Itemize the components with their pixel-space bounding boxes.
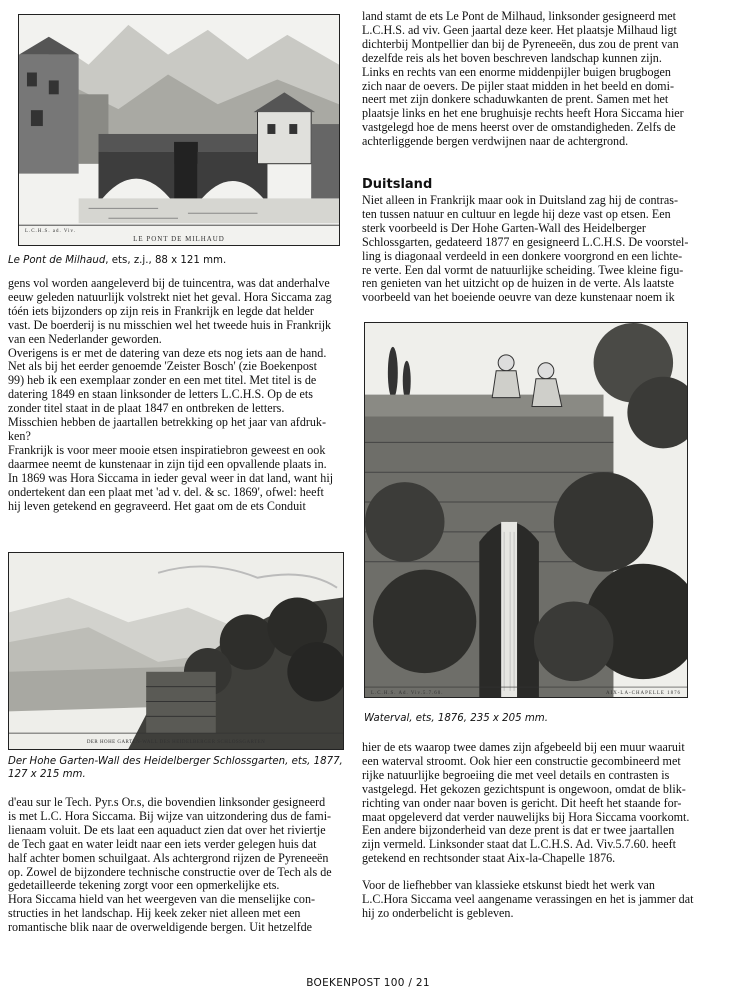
text-line: vastgelegd. Het gekozen gezichtspunt is ongewoon, omdat de blik- bbox=[362, 781, 686, 796]
text-line: op. Zowel de bijzondere technische constructie over de Tech als de bbox=[8, 864, 332, 879]
text-line: de Tech gaat en water leidt naar een iets verder gelegen huis dat bbox=[8, 836, 317, 851]
text-line: ling is diagonaal verdeeld in een donkere voorgrond en een lichte- bbox=[362, 248, 683, 263]
text-line: voorbeeld van het boeiende oeuvre van deze kunstenaar noem ik bbox=[362, 290, 675, 305]
text-line: Voor de liefhebber van klassieke etskunst biedt het werk van bbox=[362, 878, 655, 893]
text-line: L.C.H.S. ad viv. Geen jaartal deze keer. Het plaatsje Milhaud ligt bbox=[362, 22, 677, 37]
text-line: gedetailleerde tekening zorgt voor een opmerkelijke ets. bbox=[8, 878, 280, 893]
text-line: Frankrijk is voor meer mooie etsen inspiratiebron geweest en ook bbox=[8, 442, 326, 457]
text-line: een waterval stroomt. Ook hier een constructie gecombineerd met bbox=[362, 753, 681, 768]
text-line: hier de ets waarop twee dames zijn afgebeeld bij een muur waaruit bbox=[362, 740, 685, 754]
text-line: 99) heb ik een exemplaar zonder en een met titel. Met titel is de bbox=[8, 373, 317, 388]
left-column-text-1 bbox=[8, 277, 346, 513]
etching-waterval bbox=[365, 323, 687, 697]
text-line: vast. De boerderij is nu misschien wel het tweede huis in Frankrijk bbox=[8, 317, 332, 332]
text-line: land stamt de ets Le Pont de Milhaud, linksonder gesigneerd met bbox=[362, 9, 677, 23]
text-line: gens vol worden aangeleverd bij de tuincentra, was dat anderhalve bbox=[8, 276, 330, 290]
text-line: lienaam voluit. De ets laat een aquaduct zien dat over het riviertje bbox=[8, 822, 326, 837]
text-line: zonder titel staat in de plaat 1847 en ontbreken de letters. bbox=[8, 401, 285, 416]
right-column-text-1 bbox=[362, 10, 732, 149]
text-line: is met L.C. Hora Siccama. Bij wijze van uitzondering dus de fami- bbox=[8, 808, 332, 823]
text-line: L.C.Hora Siccama veel aangename verassingen en het is jammer dat bbox=[362, 892, 694, 907]
text-line: eeuw geleden natuurlijk volstrekt niet het geval. Hora Siccama zag bbox=[8, 289, 332, 304]
text-line: rijke natuurlijke begroeiing die met veel details en contrasten is bbox=[362, 767, 670, 782]
text-line: sterk voorbeeld is Der Hohe Garten-Wall des Heidelberger bbox=[362, 220, 646, 235]
text-line: getekend en rechtsonder staat Aix-la-Chapelle 1876. bbox=[362, 851, 616, 866]
text-line: In 1869 was Hora Siccama in ieder geval weer in dat land, want hij bbox=[8, 470, 334, 485]
page-footer: BOEKENPOST 100 / 21 bbox=[306, 977, 430, 989]
text-line: Links en rechts van een enorme middenpijler buigen brugbogen bbox=[362, 64, 671, 79]
figure-hohe-garten-wall bbox=[8, 552, 344, 750]
caption-pont-title: Le Pont de Milhaud bbox=[8, 255, 106, 266]
etching-pont-de-milhaud bbox=[19, 15, 339, 245]
text-line: half achter bomen schuilgaat. Als achtergrond rijzen de Pyreneeën bbox=[8, 850, 329, 865]
etching-hohe-garten-wall bbox=[9, 553, 343, 749]
text-line: plaatsje links en het ene brughuisje rechts heeft Hora Siccama hier bbox=[362, 106, 684, 121]
text-line: ken? bbox=[8, 428, 31, 443]
plate-title-garten: DER HOHE GARTEN-WALL DES HEIDELBERGER SCHLOSSGARTEN bbox=[86, 740, 266, 746]
caption-pont-details: , ets, z.j., 88 x 121 mm. bbox=[105, 255, 227, 266]
text-line: Schlossgarten, gedateerd 1877 en gesigneerd L.C.H.S. De voorstel- bbox=[362, 234, 689, 249]
plate-signature-waterval-left: L.C.H.S. Ad. Viv.5.7.60. bbox=[370, 691, 444, 697]
text-line: re verte. Een dal vormt de natuurlijke scheiding. Twee kleine figu- bbox=[362, 262, 684, 277]
text-line: ren genieten van het uitzicht op de huizen in de verte. Als laatste bbox=[362, 276, 674, 291]
text-line: ten tussen natuur en cultuur en legde hij deze vast op etsen. Een bbox=[362, 206, 671, 221]
text-line: Net als bij het eerder genoemde 'Zeister Bosch' (zie Boekenpost bbox=[8, 359, 317, 374]
text-line: zich naar de oevers. De pijler staat midden in het beeld en domi- bbox=[362, 78, 674, 93]
text-line: maat opgeleverd dat verder nauwelijks bij Hora Siccama voorkomt. bbox=[362, 809, 690, 824]
plate-signature-pont: L.C.H.S. ad. Viv. bbox=[24, 229, 76, 235]
plate-signature-waterval-right: AIX-LA-CHAPELLE 1876 bbox=[606, 691, 682, 697]
caption-pont-de-milhaud bbox=[8, 254, 338, 267]
text-line: Een andere bijzonderheid van deze prent is dat er twee jaartallen bbox=[362, 823, 675, 838]
text-line: achterliggende bergen verdwijnen naar de achtergrond. bbox=[362, 134, 629, 149]
text-line: datering 1849 en staan linksonder de letters L.C.H.S. Op de ets bbox=[8, 387, 313, 402]
text-line: structies in het landschap. Hij keek zeker niet alleen met een bbox=[8, 906, 301, 921]
text-line: neert met zijn donkere schaduwkanten de prent. Samen met het bbox=[362, 92, 669, 107]
text-line: Hora Siccama hield van het weergeven van die menselijke con- bbox=[8, 892, 316, 907]
text-line: romantische blik naar de overweldigende bergen. Uit hetzelfde bbox=[8, 920, 313, 935]
section-heading-duitsland: Duitsland bbox=[362, 177, 433, 192]
text-line: hij zo onderbelicht is gebleven. bbox=[362, 905, 514, 920]
caption-hohe-garten-wall: Der Hohe Garten-Wall des Heidelberger Schlossgarten, ets, 1877, 127 x 215 mm. bbox=[8, 756, 343, 780]
right-column-text-3 bbox=[362, 741, 732, 921]
left-column-text-2 bbox=[8, 796, 346, 935]
text-line: Niet alleen in Frankrijk maar ook in Duitsland zag hij de contras- bbox=[362, 193, 679, 207]
text-line: dezelfde reis als het boven beschreven landschap kunnen zijn. bbox=[362, 50, 662, 65]
right-column-text-2 bbox=[362, 194, 732, 305]
figure-waterval bbox=[364, 322, 688, 698]
text-line: Overigens is er met de datering van deze ets nog iets aan de hand. bbox=[8, 345, 327, 360]
plate-title-pont: LE PONT DE MILHAUD bbox=[133, 235, 225, 244]
text-line: dichterbij Montpellier dan bij de Pyreneeën, dus zou de prent van bbox=[362, 36, 679, 51]
text-line: hij leven getekend en gegraveerd. Het gaat om de ets Conduit bbox=[8, 498, 306, 513]
caption-waterval: Waterval, ets, 1876, 235 x 205 mm. bbox=[364, 713, 548, 724]
text-line: richting van onder naar boven is gericht. Dit heeft het staande for- bbox=[362, 795, 682, 810]
text-line: vastgelegd hoe de mens heerst over de omstandigheden. Zelfs de bbox=[362, 120, 676, 135]
figure-pont-de-milhaud bbox=[18, 14, 340, 246]
text-line: Misschien hebben de jaartallen betrekking op het jaar van afdruk- bbox=[8, 415, 327, 430]
text-line: d'eau sur le Tech. Pyr.s Or.s, die bovendien linksonder gesigneerd bbox=[8, 795, 326, 809]
text-line: daarmee neemt de kunstenaar in zijn tijd een opvallende plaats in. bbox=[8, 456, 327, 471]
text-line: zijn vermeld. Linksonder staat dat L.C.H.S. Ad. Viv.5.7.60. heeft bbox=[362, 837, 676, 852]
text-line: ondertekent dan een plaat met 'ad v. del. & sc. 1869', ofwel: heeft bbox=[8, 484, 324, 499]
text-line: van een Nederlander geworden. bbox=[8, 331, 162, 346]
text-line: tóén iets bijzonders op zijn reis in Frankrijk en legde dat helder bbox=[8, 303, 314, 318]
